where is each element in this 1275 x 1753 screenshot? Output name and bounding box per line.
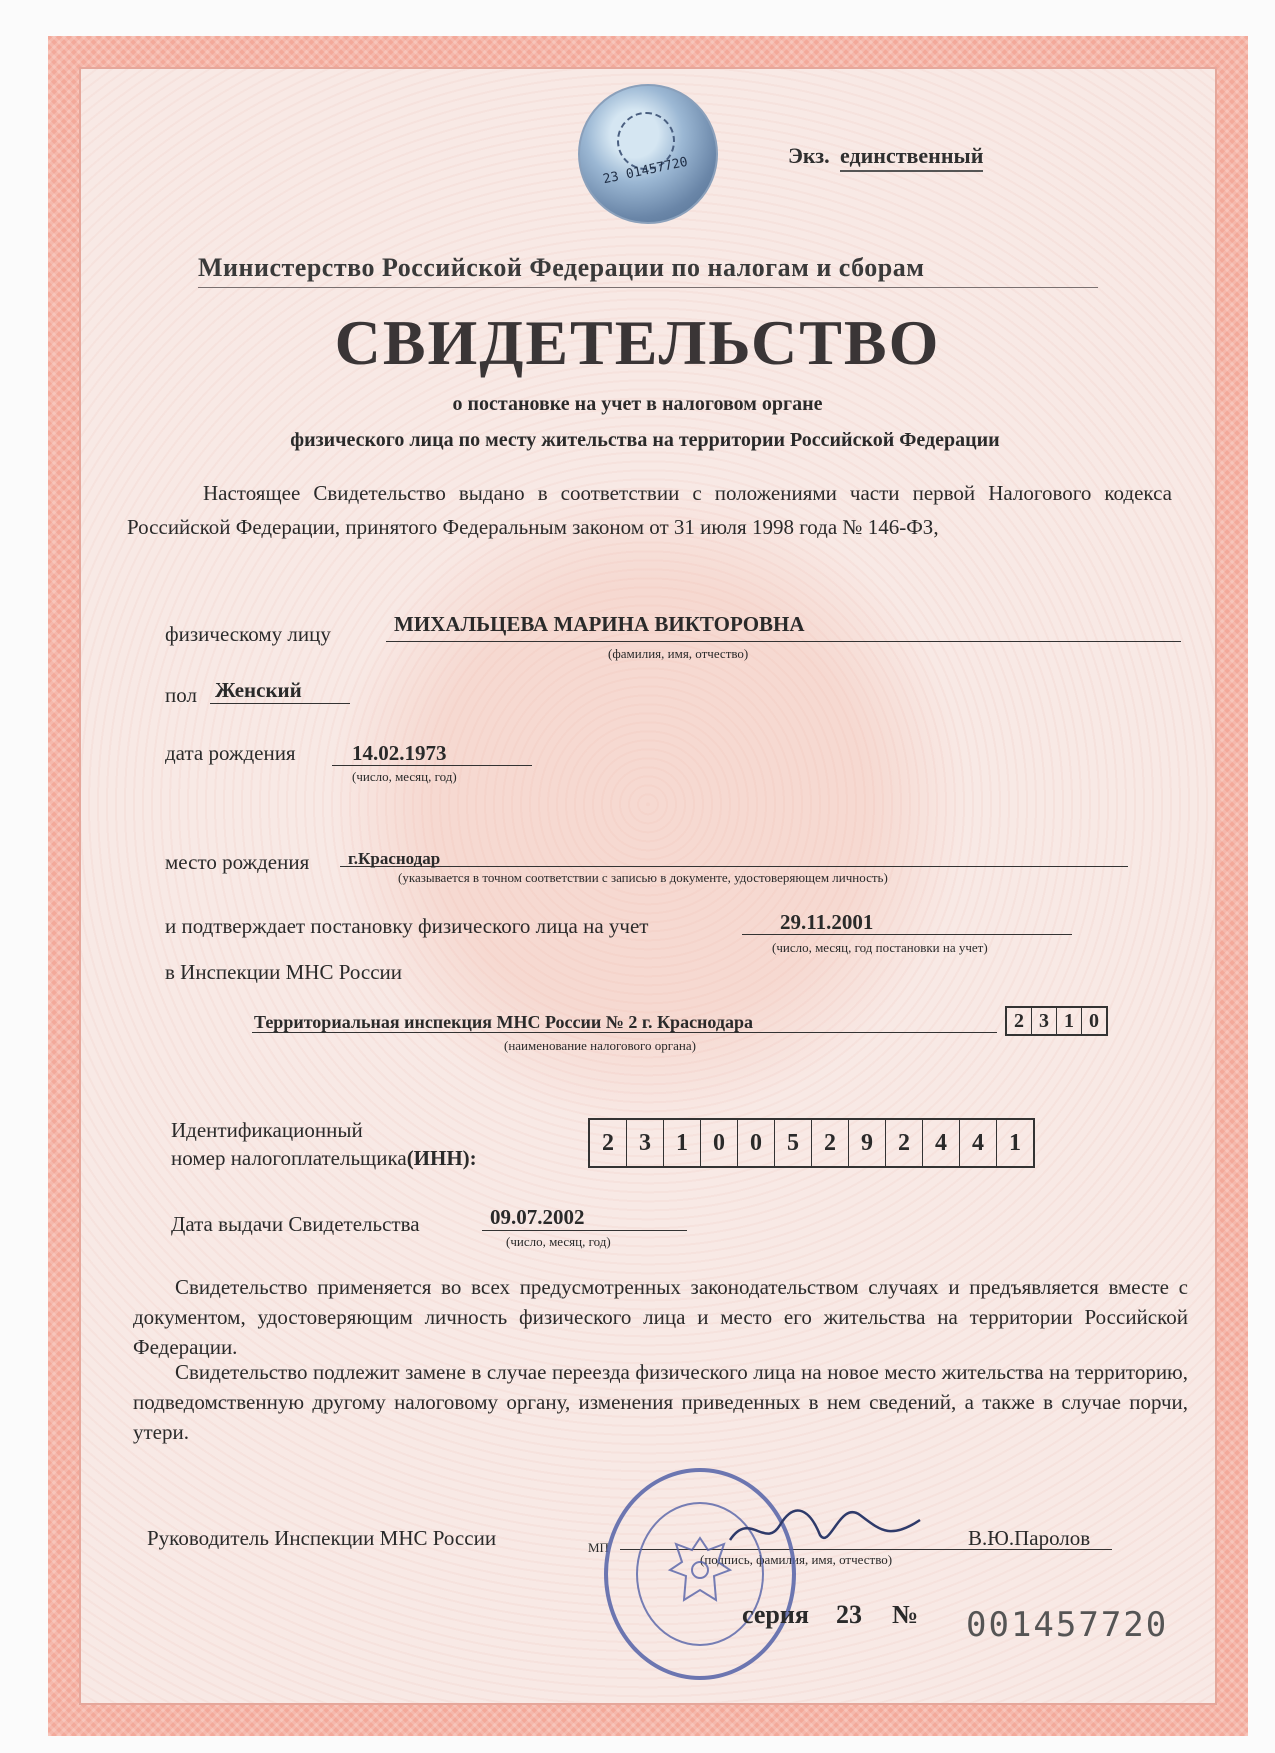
inn-digit-boxes — [588, 1118, 1035, 1168]
signer-name: В.Ю.Паролов — [968, 1526, 1091, 1550]
sex-value: Женский — [215, 678, 302, 702]
subtitle-line-1: о постановке на учет в налоговом органе — [452, 393, 823, 415]
reg-date-value: 29.11.2001 — [780, 910, 874, 934]
inn-digit: 1 — [1009, 1130, 1021, 1156]
dob-label: дата рождения — [165, 741, 296, 765]
dob-hint: (число, месяц, год) — [352, 769, 457, 784]
copy-label: Экз. — [788, 143, 830, 168]
inn-digit: 4 — [960, 1120, 997, 1166]
mp-label: МП — [588, 1540, 609, 1555]
inn-label-suffix: (ИНН): — [406, 1146, 477, 1170]
series-value: 23 — [836, 1600, 862, 1629]
pob-underline — [340, 866, 1128, 867]
inn-digit: 2 — [886, 1120, 923, 1166]
ministry-name: Министерство Российской Федерации по налогам и сборам — [198, 253, 1098, 288]
inn-digit: 2 — [812, 1120, 849, 1166]
inn-digit: 3 — [627, 1120, 664, 1166]
sex-underline — [210, 703, 350, 704]
head-label: Руководитель Инспекции МНС России — [147, 1526, 497, 1550]
name-value: МИХАЛЬЦЕВА МАРИНА ВИКТОРОВНА — [394, 612, 805, 636]
name-hint: (фамилия, имя, отчество) — [608, 646, 749, 661]
name-underline — [386, 641, 1181, 642]
reg-date-hint: (число, месяц, год постановки на учет) — [772, 940, 988, 955]
pob-value: г.Краснодар — [348, 849, 441, 868]
inspection-code-digit: 0 — [1089, 1010, 1099, 1032]
signature-hint: (подпись, фамилия, имя, отчество) — [700, 1552, 893, 1567]
number-label: № — [892, 1600, 919, 1629]
inspection-code-digit: 3 — [1032, 1008, 1057, 1034]
issue-date-underline — [482, 1230, 687, 1231]
issue-date-label: Дата выдачи Свидетельства — [171, 1212, 420, 1236]
usage-paragraph: Свидетельство применяется во всех предусмотренных законодательством случаях и предъявляется вместе с документом, удостоверяющим личность физического лица и место его жительства на территории Российской Федерации. — [133, 1275, 1188, 1359]
subtitle-line-2: физического лица по месту жительства на территории Российской Федерации — [290, 429, 1000, 451]
inspection-hint: (наименование налогового органа) — [504, 1038, 696, 1053]
inn-digit: 2 — [590, 1120, 627, 1166]
intro-paragraph: Настоящее Свидетельство выдано в соответствии с положениями части первой Налогового кодекса Российской Федерации, принятого Федеральным законом от 31 июля 1998 года № 146-ФЗ, — [127, 481, 1172, 539]
issue-date-hint: (число, месяц, год) — [506, 1234, 611, 1249]
inn-digit: 4 — [923, 1120, 960, 1166]
name-label: физическому лицу — [165, 622, 331, 646]
pob-hint: (указывается в точном соответствии с записью в документе, удостоверяющем личность) — [398, 870, 888, 885]
inspection-code-boxes — [1005, 1006, 1108, 1036]
certificate-title: СВИДЕТЕЛЬСТВО — [334, 307, 941, 378]
inn-digit: 9 — [849, 1120, 886, 1166]
hologram-number: 23 01457720 — [601, 154, 690, 188]
inn-digit: 1 — [664, 1120, 701, 1166]
inspection-label: в Инспекции МНС России — [165, 960, 403, 984]
copy-value: единственный — [840, 143, 983, 172]
series-label: серия — [742, 1600, 809, 1629]
sex-label: пол — [165, 683, 197, 707]
inn-label-line-1: Идентификационный — [171, 1118, 363, 1142]
certificate-border — [48, 36, 1248, 1736]
serial-number: 001457720 — [966, 1605, 1169, 1645]
inn-label-text: номер налогоплательщика — [171, 1146, 407, 1170]
inn-digit: 5 — [775, 1120, 812, 1166]
confirm-label: и подтверждает постановку физического лица на учет — [165, 914, 649, 938]
issue-date-value: 09.07.2002 — [490, 1205, 585, 1229]
inn-digit: 0 — [701, 1120, 738, 1166]
inspection-code-digit: 2 — [1007, 1008, 1032, 1034]
inspection-code-digit: 1 — [1057, 1008, 1082, 1034]
pob-label: место рождения — [165, 850, 310, 874]
replacement-paragraph: Свидетельство подлежит замене в случае переезда физического лица на новое место жительства на территорию, подведомственную другому налоговому органу, изменения приведенных в нем сведений, а также в случае порчи, утери. — [133, 1360, 1188, 1444]
dob-value: 14.02.1973 — [352, 741, 447, 765]
inn-label-line-2 — [171, 1146, 477, 1171]
inspection-name: Территориальная инспекция МНС России № 2 г. Краснодара — [254, 1012, 754, 1032]
signature-scribble — [720, 1490, 930, 1560]
inn-digit: 0 — [738, 1120, 775, 1166]
